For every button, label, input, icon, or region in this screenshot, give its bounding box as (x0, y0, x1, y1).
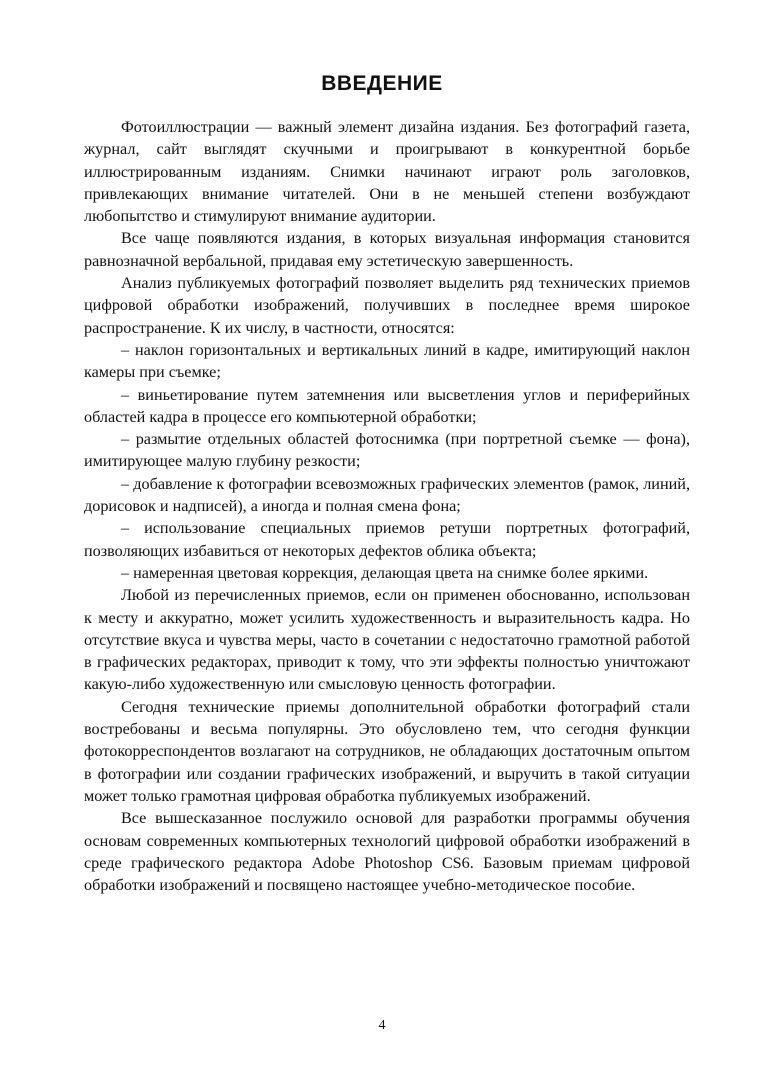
list-item-tilt: – наклон горизонтальных и вертикальных линий в кадре, имитирующий наклон камеры при съемке; (84, 340, 690, 382)
list-item-retouch: – использование специальных приемов ретуши портретных фотографий, позволяющих избавиться от некоторых дефектов облика объекта; (84, 519, 690, 560)
list-item-blur: – размытие отдельных областей фотоснимка (при портретной съемке — фона), имитирующее малую глубину резкости; (84, 430, 690, 471)
paragraph-conclusion: Все вышесказанное послужило основой для разработки программы обучения основам современных компьютерных технологий цифровой обработки изображений в среде графического редактора Adobe Photoshop CS6. Базовым приемам цифровой обработки изображений и посвящено настоящее учебно-методическое пособие. (84, 809, 690, 895)
paragraph-analysis: Анализ публикуемых фотографий позволяет выделить ряд технических приемов цифровой обработки изображений, получивших в последнее время широкое распространение. К их числу, в частности, относятся: (84, 274, 690, 337)
paragraph-any-technique: Любой из перечисленных приемов, если он применен обоснованно, использован к месту и аккуратно, может усилить художественность и выразительность кадра. Но отсутствие вкуса и чувства меры, часто в сочетании с недостаточно грамотной работой в графических редакторах, приводит к тому, что эти эффекты полностью уничтожают какую-либо художественную или смысловую ценность фотографии. (84, 586, 690, 694)
paragraph-visual-info: Все чаще появляются издания, в которых визуальная информация становится равнозначной вербальной, придавая ему эстетическую завершенность. (84, 229, 690, 270)
body-text (84, 116, 690, 896)
paragraph-today: Сегодня технические приемы дополнительной обработки фотографий стали востребованы и весьма популярны. Это обусловлено тем, что сегодня функции фотокорреспондентов возлагают на сотрудников, не обладающих достаточным опытом в фотографии или создании графических изображений, и выручить в такой ситуации может только грамотная цифровая обработка публикуемых изображений. (84, 697, 690, 805)
list-item-vignetting: – виньетирование путем затемнения или высветления углов и периферийных областей кадра в процессе его компьютерной обработки; (84, 385, 690, 426)
list-item-graphics: – добавление к фотографии всевозможных графических элементов (рамок, линий, дорисовок и надписей), а иногда и полная смена фона; (84, 474, 690, 516)
list-item-color-correction: – намеренная цветовая коррекция, делающая цвета на снимке более яркими. (121, 563, 649, 582)
paragraph-intro: Фотоиллюстрации — важный элемент дизайна издания. Без фотографий газета, журнал, сайт выглядят скучными и проигрывают в конкурентной борьбе иллюстрированным изданиям. Снимки начинают играют роль заголовков, привлекающих внимание читателей. Они в не меньшей степени возбуждают любопытство и стимулируют внимание аудитории. (84, 118, 690, 226)
page-number: 4 (378, 1018, 386, 1033)
page-title: ВВЕДЕНИЕ (321, 72, 443, 95)
